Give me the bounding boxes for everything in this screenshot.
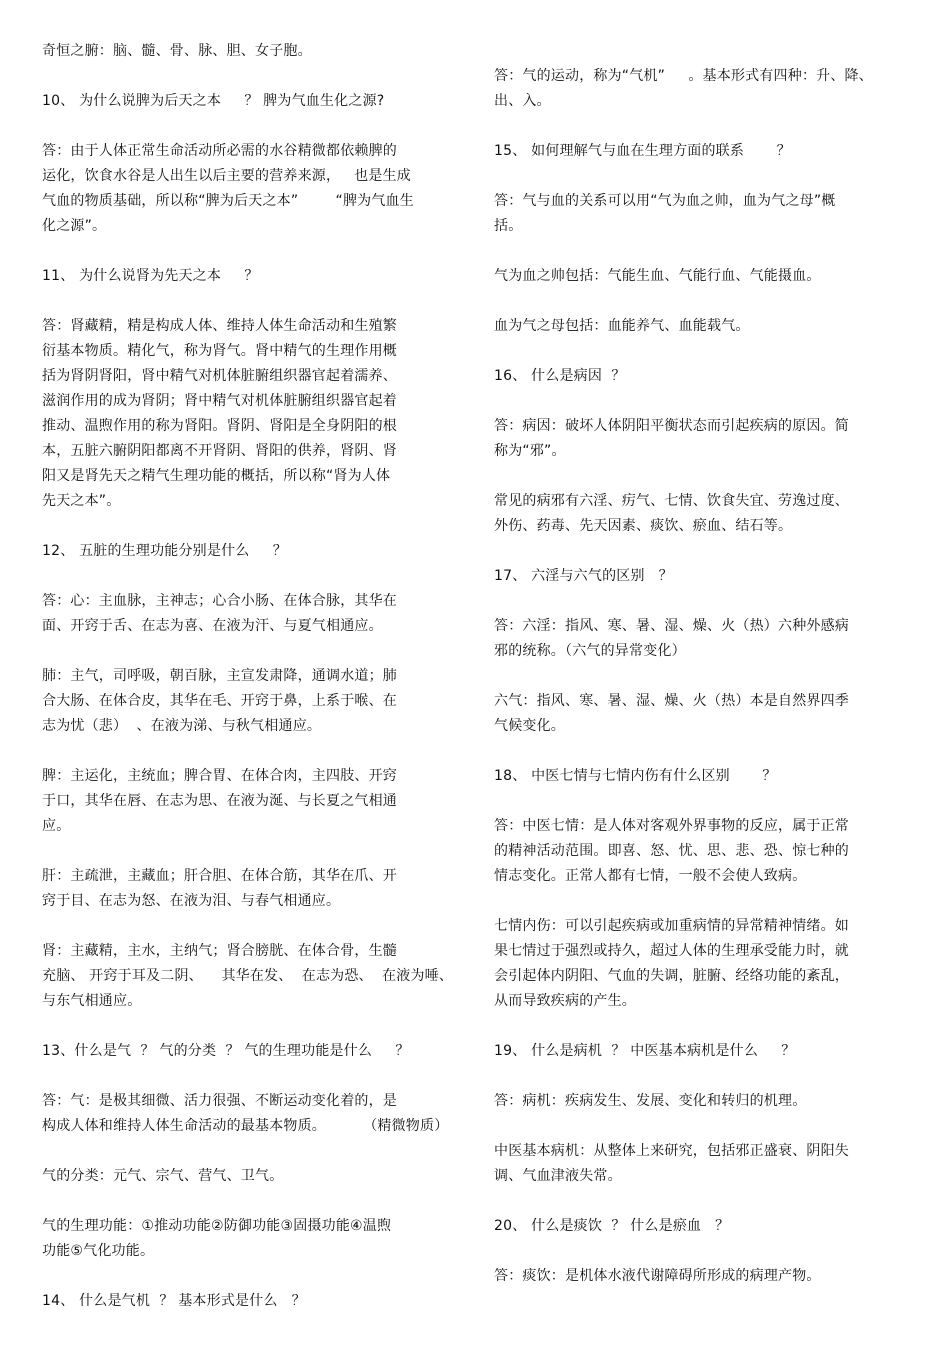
left-column-line: 应。	[42, 818, 71, 834]
left-column-line: 志为忧（悲） 、在液为涕、与秋气相通应。	[42, 718, 322, 734]
right-column-line: 18、 中医七情与七情内伤有什么区别 ？	[494, 768, 777, 784]
left-column-line: 肺：主气，司呼吸，朝百脉，主宣发肃降，通调水道；肺	[42, 668, 397, 684]
right-column-line: 答：病因：破坏人体阴阳平衡状态而引起疾病的原因。简	[494, 418, 849, 434]
left-column-line: 答：肾藏精，精是构成人体、维持人体生命活动和生殖繁	[42, 318, 397, 334]
left-column-line: 面、开窍于舌、在志为喜、在液为汗、与夏气相通应。	[42, 618, 383, 634]
right-column-line: 六气：指风、寒、暑、湿、燥、火（热）本是自然界四季	[494, 693, 849, 709]
right-column-line: 19、 什么是病机 ？ 中医基本病机是什么 ？	[494, 1043, 796, 1059]
left-column-line: 合大肠、在体合皮，其华在毛、开窍于鼻，上系于喉、在	[42, 693, 397, 709]
right-column-line: 17、 六淫与六气的区别 ？	[494, 568, 673, 584]
right-column-line: 括。	[494, 218, 523, 234]
right-column-line: 七情内伤：可以引起疾病或加重病情的异常精神情绪。如	[494, 918, 849, 934]
left-column-line: 肾：主藏精，主水，主纳气；肾合膀胱、在体合骨，生髓	[42, 943, 397, 959]
left-column-line: 于口，其华在唇、在志为思、在液为涎、与长夏之气相通	[42, 793, 397, 809]
left-column-line: 12、 五脏的生理功能分别是什么 ？	[42, 543, 287, 559]
left-column-line: 与东气相通应。	[42, 993, 142, 1009]
left-column-line: 气的生理功能：①推动功能②防御功能③固摄功能④温煦	[42, 1218, 392, 1234]
right-column-line: 答：中医七情：是人体对客观外界事物的反应，属于正常	[494, 818, 849, 834]
left-column-line: 先天之本”。	[42, 493, 121, 509]
right-column-line: 常见的病邪有六淫、疠气、七情、饮食失宜、劳逸过度、	[494, 493, 849, 509]
left-column-line: 本，五脏六腑阴阳都离不开肾阴、肾阳的供养，肾阴、肾	[42, 443, 397, 459]
left-column-line: 阳又是肾先天之精气生理功能的概括，所以称“肾为人体	[42, 468, 391, 484]
left-column-line: 11、 为什么说肾为先天之本 ？	[42, 268, 259, 284]
left-column-line: 化之源”。	[42, 218, 107, 234]
right-column-line: 20、 什么是痰饮 ？ 什么是瘀血 ？	[494, 1218, 730, 1234]
right-column-line: 血为气之母包括：血能养气、血能载气。	[494, 318, 750, 334]
left-column-line: 滋润作用的成为肾阴；肾中精气对机体脏腑组织器官起着	[42, 393, 397, 409]
right-column-line: 中医基本病机：从整体上来研究，包括邪正盛衰、阴阳失	[494, 1143, 849, 1159]
left-column-line: 推动、温煦作用的称为肾阳。肾阴、肾阳是全身阴阳的根	[42, 418, 397, 434]
right-column-line: 气为血之帅包括：气能生血、气能行血、气能摄血。	[494, 268, 821, 284]
left-column-line: 充脑、 开窍于耳及二阴、 其华在发、 在志为恐、 在液为唾、	[42, 968, 454, 984]
right-column-line: 气候变化。	[494, 718, 565, 734]
right-column-line: 从而导致疾病的产生。	[494, 993, 636, 1009]
left-column-line: 13、什么是气 ？ 气的分类 ？ 气的生理功能是什么 ？	[42, 1043, 410, 1059]
left-column-line: 答：由于人体正常生命活动所必需的水谷精微都依赖脾的	[42, 143, 397, 159]
right-column-line: 16、 什么是病因 ？	[494, 368, 626, 384]
left-column-line: 脾：主运化，主统血；脾合胃、在体合肉，主四肢、开窍	[42, 768, 397, 784]
right-column-line: 果七情过于强烈或持久，超过人体的生理承受能力时，就	[494, 943, 849, 959]
left-column-line: 窍于目、在志为怒、在液为泪、与春气相通应。	[42, 893, 341, 909]
right-column-line: 答：气的运动，称为“气机” 。基本形式有四种：升、降、	[494, 68, 873, 84]
left-column-line: 运化，饮食水谷是人出生以后主要的营养来源， 也是生成	[42, 168, 411, 184]
right-column-line: 的精神活动范围。即喜、怒、忧、思、悲、恐、惊七种的	[494, 843, 849, 859]
left-column-line: 括为肾阴肾阳，肾中精气对机体脏腑组织器官起着濡养、	[42, 368, 397, 384]
left-column-line: 10、 为什么说脾为后天之本 ？ 脾为气血生化之源?	[42, 93, 385, 109]
right-column-line: 调、气血津液失常。	[494, 1168, 622, 1184]
left-column-line: 肝：主疏泄，主藏血；肝合胆、在体合筋，其华在爪、开	[42, 868, 397, 884]
right-column-line: 答：病机：疾病发生、发展、变化和转归的机理。	[494, 1093, 807, 1109]
right-column-line: 外伤、药毒、先天因素、痰饮、瘀血、结石等。	[494, 518, 793, 534]
right-column-line: 答：六淫：指风、寒、暑、湿、燥、火（热）六种外感病	[494, 618, 849, 634]
right-column-line: 情志变化。正常人都有七情，一般不会使人致病。	[494, 868, 807, 884]
left-column-line: 答：心：主血脉，主神志；心合小肠、在体合脉，其华在	[42, 593, 397, 609]
right-column-line: 答：气与血的关系可以用“气为血之帅，血为气之母”概	[494, 193, 836, 209]
right-column-line: 答：痰饮：是机体水液代谢障碍所形成的病理产物。	[494, 1268, 821, 1284]
left-column-line: 衍基本物质。精化气，称为肾气。肾中精气的生理作用概	[42, 343, 397, 359]
left-column-line: 气的分类：元气、宗气、营气、卫气。	[42, 1168, 284, 1184]
right-column-line: 15、 如何理解气与血在生理方面的联系 ？	[494, 143, 791, 159]
left-column-line: 构成人体和维持人体生命活动的最基本物质。 （精微物质）	[42, 1118, 449, 1134]
right-column-line: 邪的统称。（六气的异常变化）	[494, 643, 686, 659]
right-column-line: 称为“邪”。	[494, 443, 566, 459]
left-column-line: 气血的物质基础，所以称“脾为后天之本” “脾为气血生	[42, 193, 414, 209]
right-column-line: 会引起体内阴阳、气血的失调，脏腑、经络功能的紊乱，	[494, 968, 849, 984]
left-column-line: 答：气：是极其细微、活力很强、不断运动变化着的，是	[42, 1093, 397, 1109]
right-column-line: 出、入。	[494, 93, 551, 109]
left-column-line: 功能⑤气化功能。	[42, 1243, 155, 1259]
left-column-line: 14、 什么是气机 ？ 基本形式是什么 ？	[42, 1293, 306, 1309]
left-column-line: 奇恒之腑：脑、髓、骨、脉、胆、女子胞。	[42, 43, 312, 59]
